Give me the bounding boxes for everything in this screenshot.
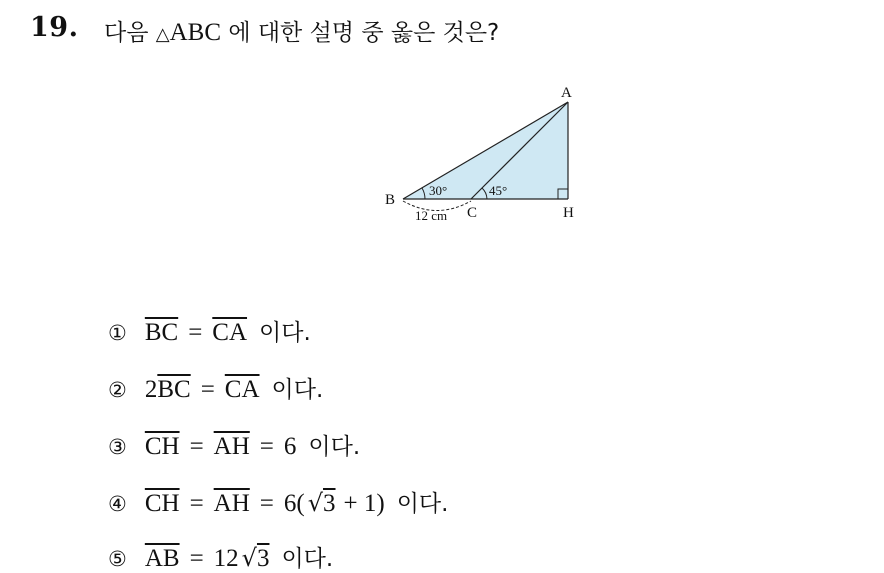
segment: $\overline{BC}$ bbox=[144, 319, 179, 346]
equals-sign: = bbox=[200, 376, 215, 403]
triangle-figure bbox=[370, 80, 600, 230]
equals-sign: = bbox=[259, 490, 274, 517]
value-suffix: + 1) bbox=[343, 490, 385, 517]
segment: $\overline{AH}$ bbox=[213, 490, 250, 517]
triangle-diagram bbox=[370, 80, 600, 230]
value-prefix: 6( bbox=[283, 490, 305, 517]
length-bc-label: 12 cm bbox=[415, 208, 448, 223]
choice-5[interactable] bbox=[108, 540, 333, 573]
segment: $\overline{CA}$ bbox=[224, 376, 260, 403]
choice-tail: 이다. bbox=[271, 377, 324, 403]
question-number: 19. bbox=[30, 12, 79, 43]
question-prefix: 다음 bbox=[104, 20, 149, 46]
triangle-symbol: △ bbox=[155, 24, 170, 45]
equals-sign: = bbox=[189, 490, 204, 517]
segment: $\overline{BC}$ bbox=[157, 376, 191, 403]
square-root bbox=[242, 544, 270, 573]
equals-sign: = bbox=[189, 433, 204, 460]
angle-b-label: 30° bbox=[429, 183, 448, 198]
angle-c-label: 45° bbox=[489, 183, 508, 198]
vertex-b-label: B bbox=[385, 192, 396, 208]
vertex-c-label: C bbox=[467, 205, 478, 221]
segment: $\overline{CH}$ bbox=[144, 490, 180, 517]
segment: $\overline{CH}$ bbox=[144, 433, 180, 460]
radical-sign: √ bbox=[241, 544, 257, 572]
choice-4[interactable] bbox=[108, 485, 448, 518]
choice-tail: 이다. bbox=[308, 434, 361, 460]
radicand: 3 bbox=[323, 490, 336, 517]
coefficient: 12 bbox=[213, 545, 239, 572]
choice-tail: 이다. bbox=[259, 320, 311, 346]
choice-2[interactable] bbox=[108, 371, 323, 404]
equals-sign: = bbox=[188, 319, 203, 346]
segment: $\overline{CA}$ bbox=[212, 319, 248, 346]
vertex-a-label: A bbox=[561, 85, 572, 101]
value: 6 bbox=[283, 433, 297, 460]
choice-3[interactable] bbox=[108, 428, 360, 461]
radicand: 3 bbox=[256, 545, 270, 572]
choice-marker: ① bbox=[108, 321, 127, 345]
coefficient: 2 bbox=[144, 376, 158, 403]
question-suffix: 에 대한 설명 중 옳은 것은? bbox=[228, 20, 500, 46]
segment: $\overline{AB}$ bbox=[144, 545, 180, 572]
vertex-h-label: H bbox=[563, 205, 574, 221]
choice-marker: ② bbox=[108, 378, 127, 402]
triangle-name: ABC bbox=[169, 19, 221, 46]
choice-tail: 이다. bbox=[281, 546, 334, 572]
choice-marker: ⑤ bbox=[108, 547, 127, 571]
equals-sign: = bbox=[259, 433, 274, 460]
choice-1[interactable] bbox=[108, 314, 311, 347]
square-root bbox=[308, 489, 336, 518]
choice-marker: ③ bbox=[108, 435, 127, 459]
choice-marker: ④ bbox=[108, 492, 127, 516]
equals-sign: = bbox=[189, 545, 204, 572]
question-text bbox=[104, 14, 499, 47]
choice-tail: 이다. bbox=[396, 491, 449, 517]
radical-sign: √ bbox=[307, 489, 324, 517]
segment: $\overline{AH}$ bbox=[213, 433, 250, 460]
